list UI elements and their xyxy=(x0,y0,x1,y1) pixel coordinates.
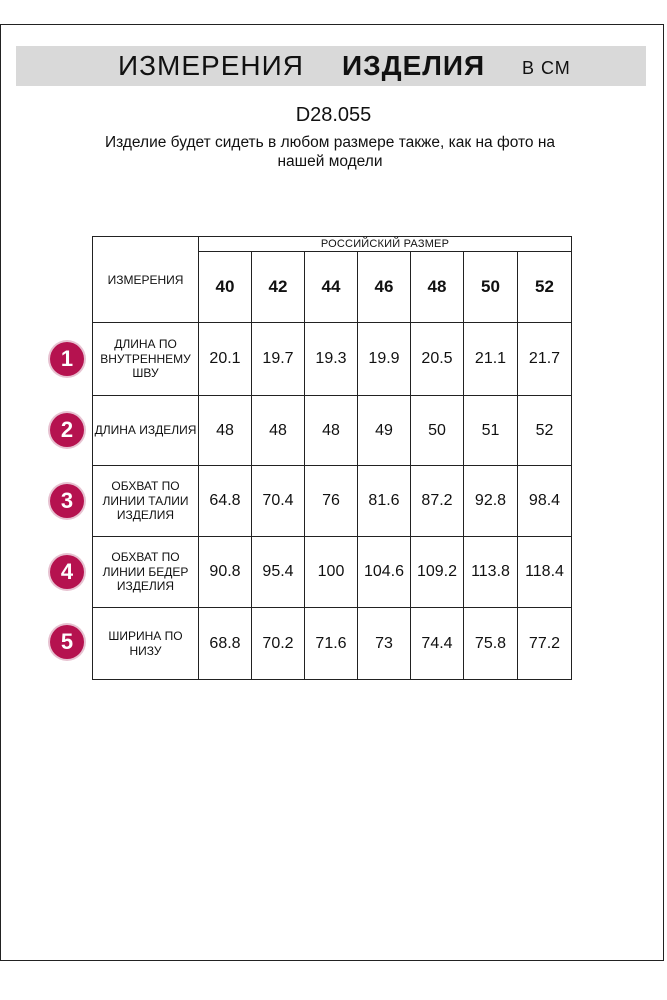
value-cell: 76 xyxy=(305,466,358,537)
value-cell: 68.8 xyxy=(199,608,252,680)
value-cell: 113.8 xyxy=(464,537,518,608)
value-cell: 50 xyxy=(411,396,464,466)
measure-header: ИЗМЕРЕНИЯ xyxy=(93,237,199,323)
size-header: 44 xyxy=(305,252,358,323)
row-label: ШИРИНА ПО НИЗУ xyxy=(93,608,199,680)
number-badge-2: 2 xyxy=(50,413,84,447)
value-cell: 49 xyxy=(358,396,411,466)
size-header: 42 xyxy=(252,252,305,323)
value-cell: 104.6 xyxy=(358,537,411,608)
value-cell: 87.2 xyxy=(411,466,464,537)
table-row xyxy=(93,396,572,466)
number-badge-3: 3 xyxy=(50,484,84,518)
value-cell: 52 xyxy=(518,396,572,466)
value-cell: 21.1 xyxy=(464,323,518,396)
size-group-header: РОССИЙСКИЙ РАЗМЕР xyxy=(199,237,572,252)
value-cell: 51 xyxy=(464,396,518,466)
value-cell: 70.4 xyxy=(252,466,305,537)
value-cell: 19.9 xyxy=(358,323,411,396)
value-cell: 48 xyxy=(199,396,252,466)
value-cell: 95.4 xyxy=(252,537,305,608)
size-table xyxy=(92,236,572,680)
number-badge-1: 1 xyxy=(50,342,84,376)
value-cell: 74.4 xyxy=(411,608,464,680)
table-row xyxy=(93,323,572,396)
row-label: ОБХВАТ ПО ЛИНИИ БЕДЕР ИЗДЕЛИЯ xyxy=(93,537,199,608)
value-cell: 20.5 xyxy=(411,323,464,396)
size-header: 40 xyxy=(199,252,252,323)
fit-note: Изделие будет сидеть в любом размере также, как на фото на нашей модели xyxy=(104,134,556,170)
number-badge-5: 5 xyxy=(50,625,84,659)
size-header: 50 xyxy=(464,252,518,323)
value-cell: 48 xyxy=(305,396,358,466)
value-cell: 19.3 xyxy=(305,323,358,396)
title-item: ИЗДЕЛИЯ xyxy=(342,50,486,81)
size-header: 52 xyxy=(518,252,572,323)
value-cell: 20.1 xyxy=(199,323,252,396)
value-cell: 92.8 xyxy=(464,466,518,537)
value-cell: 100 xyxy=(305,537,358,608)
value-cell: 90.8 xyxy=(199,537,252,608)
value-cell: 64.8 xyxy=(199,466,252,537)
value-cell: 48 xyxy=(252,396,305,466)
value-cell: 21.7 xyxy=(518,323,572,396)
title-measurements: ИЗМЕРЕНИЯ xyxy=(118,50,304,81)
row-label: ДЛИНА ИЗДЕЛИЯ xyxy=(93,396,199,466)
table-row xyxy=(93,537,572,608)
value-cell: 75.8 xyxy=(464,608,518,680)
size-header: 46 xyxy=(358,252,411,323)
value-cell: 109.2 xyxy=(411,537,464,608)
value-cell: 77.2 xyxy=(518,608,572,680)
value-cell: 118.4 xyxy=(518,537,572,608)
row-label: ДЛИНА ПО ВНУТРЕННЕМУ ШВУ xyxy=(93,323,199,396)
value-cell: 71.6 xyxy=(305,608,358,680)
table-row xyxy=(93,608,572,680)
value-cell: 98.4 xyxy=(518,466,572,537)
size-header: 48 xyxy=(411,252,464,323)
number-badge-4: 4 xyxy=(50,555,84,589)
value-cell: 19.7 xyxy=(252,323,305,396)
value-cell: 73 xyxy=(358,608,411,680)
value-cell: 70.2 xyxy=(252,608,305,680)
table-row xyxy=(93,466,572,537)
row-label: ОБХВАТ ПО ЛИНИИ ТАЛИИ ИЗДЕЛИЯ xyxy=(93,466,199,537)
product-code: D28.055 xyxy=(295,104,372,126)
title-unit: В СМ xyxy=(522,58,571,78)
value-cell: 81.6 xyxy=(358,466,411,537)
